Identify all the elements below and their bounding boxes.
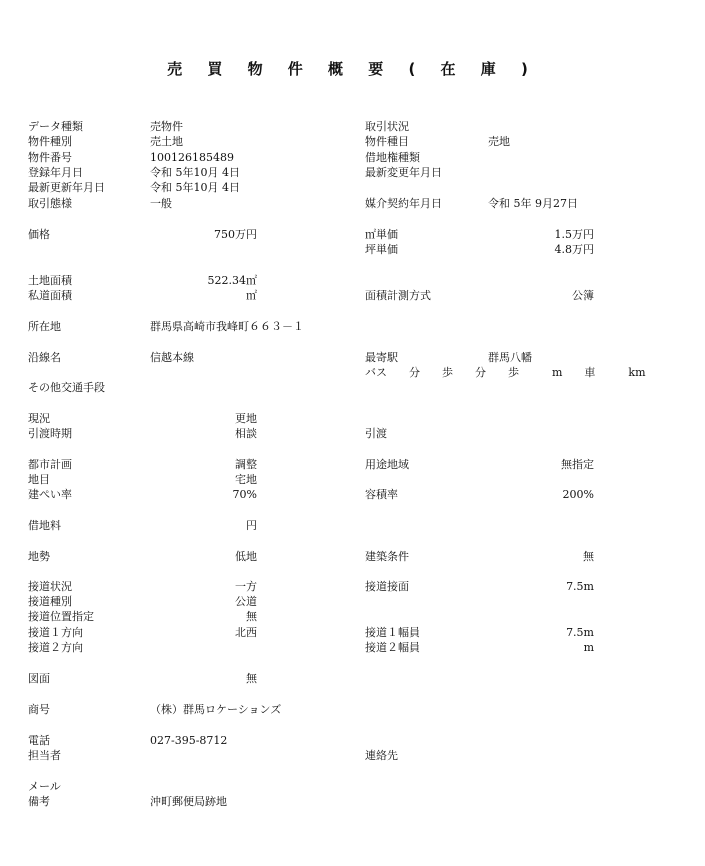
- value-building-condition: 無: [583, 550, 594, 563]
- label-transaction-mode: 取引態様: [28, 197, 72, 210]
- row-remarks: [0, 795, 705, 809]
- value-railway-line: 信越本線: [150, 351, 194, 364]
- label-data-type: データ種類: [28, 120, 83, 133]
- value-remarks: 沖町郵便局跡地: [150, 795, 227, 808]
- label-brokerage-contract-date: 媒介契約年月日: [365, 197, 442, 210]
- row-land-category: [0, 473, 705, 487]
- row-railway-line: [0, 351, 705, 365]
- value-brokerage-contract-date: 令和 5年 9月27日: [488, 197, 578, 210]
- row-data-type: [0, 120, 705, 134]
- row-property-type: [0, 135, 705, 149]
- label-price: 価格: [28, 228, 50, 241]
- label-delivery: 引渡: [365, 427, 387, 440]
- label-terrain: 地勢: [28, 550, 50, 563]
- row-phone: [0, 734, 705, 748]
- label-transaction-status: 取引状況: [365, 120, 409, 133]
- row-latest-update-date: [0, 181, 705, 195]
- label-zoning: 用途地域: [365, 458, 409, 471]
- row-location: [0, 320, 705, 334]
- value-phone: 027-395-8712: [150, 734, 228, 747]
- value-area-measurement-method: 公簿: [572, 289, 594, 302]
- label-road-frontage: 接道接面: [365, 580, 409, 593]
- label-private-road-area: 私道面積: [28, 289, 72, 302]
- label-property-number: 物件番号: [28, 151, 72, 164]
- value-city-planning: 調整: [235, 458, 257, 471]
- value-building-coverage: 70%: [232, 488, 257, 501]
- row-land-rent: [0, 519, 705, 533]
- row-road2-direction: [0, 641, 705, 655]
- label-nearest-station: 最寄駅: [365, 351, 398, 364]
- label-road-access-status: 接道状況: [28, 580, 72, 593]
- value-property-number: 100126185489: [150, 151, 234, 164]
- value-zoning: 無指定: [561, 458, 594, 471]
- row-trade-name: [0, 703, 705, 717]
- label-land-category: 地目: [28, 473, 50, 486]
- label-drawing: 図面: [28, 672, 50, 685]
- label-location: 所在地: [28, 320, 61, 333]
- value-unit-price-tsubo: 4.8万円: [554, 243, 594, 256]
- row-other-transport: [0, 381, 705, 395]
- label-road1-width: 接道１幅員: [365, 626, 420, 639]
- row-road-position-designation: [0, 610, 705, 624]
- row-transaction-mode: [0, 197, 705, 211]
- label-floor-area-ratio: 容積率: [365, 488, 398, 501]
- label-area-measurement-method: 面積計測方式: [365, 289, 431, 302]
- label-current-status: 現況: [28, 412, 50, 425]
- row-building-coverage: [0, 488, 705, 502]
- value-delivery-timing: 相談: [235, 427, 257, 440]
- value-latest-update-date: 令和 5年10月 4日: [150, 181, 240, 194]
- label-registration-date: 登録年月日: [28, 166, 83, 179]
- value-location: 群馬県高崎市我峰町６６３－１: [150, 320, 304, 333]
- value-road-access-status: 一方: [235, 580, 257, 593]
- label-other-transport: その他交通手段: [28, 381, 105, 394]
- row-road1-direction: [0, 626, 705, 640]
- value-drawing: 無: [246, 672, 257, 685]
- row-road-access-status: [0, 580, 705, 594]
- label-road-type: 接道種別: [28, 595, 72, 608]
- label-land-rent: 借地料: [28, 519, 61, 532]
- label-email: メール: [28, 780, 61, 793]
- value-data-type: 売物件: [150, 120, 183, 133]
- row-city-planning: [0, 458, 705, 472]
- label-unit-price-sqm: ㎡単価: [365, 228, 398, 241]
- label-road-position-designation: 接道位置指定: [28, 610, 94, 623]
- value-property-item: 売地: [488, 135, 510, 148]
- value-terrain: 低地: [235, 550, 257, 563]
- value-road2-width: m: [583, 641, 594, 654]
- label-delivery-timing: 引渡時期: [28, 427, 72, 440]
- label-remarks: 備考: [28, 795, 50, 808]
- label-latest-change-date: 最新変更年月日: [365, 166, 442, 179]
- value-land-area: 522.34㎡: [207, 274, 257, 287]
- value-trade-name: （株）群馬ロケーションズ: [150, 703, 282, 716]
- value-land-category: 宅地: [235, 473, 257, 486]
- value-floor-area-ratio: 200%: [562, 488, 594, 501]
- page-title: 売 買 物 件 概 要 ( 在 庫 ): [167, 60, 538, 78]
- label-road2-width: 接道２幅員: [365, 641, 420, 654]
- value-road1-direction: 北西: [235, 626, 257, 639]
- row-delivery-timing: [0, 427, 705, 441]
- value-road-frontage: 7.5m: [566, 580, 594, 593]
- row-registration-date: [0, 166, 705, 180]
- row-bus-access: [0, 366, 705, 380]
- label-land-area: 土地面積: [28, 274, 72, 287]
- row-drawing: [0, 672, 705, 686]
- bus-access-text: バス 分 歩 分 歩 m 車 km: [365, 366, 646, 379]
- value-unit-price-sqm: 1.5万円: [554, 228, 594, 241]
- row-person-in-charge: [0, 749, 705, 763]
- label-building-coverage: 建ぺい率: [28, 488, 72, 501]
- label-city-planning: 都市計画: [28, 458, 72, 471]
- value-current-status: 更地: [235, 412, 257, 425]
- row-email: [0, 780, 705, 794]
- label-contact: 連絡先: [365, 749, 398, 762]
- row-current-status: [0, 412, 705, 426]
- label-person-in-charge: 担当者: [28, 749, 61, 762]
- row-road-type: [0, 595, 705, 609]
- label-building-condition: 建築条件: [365, 550, 409, 563]
- value-road-type: 公道: [235, 595, 257, 608]
- value-road1-width: 7.5m: [566, 626, 594, 639]
- row-terrain: [0, 550, 705, 564]
- label-road2-direction: 接道２方向: [28, 641, 83, 654]
- label-property-item: 物件種目: [365, 135, 409, 148]
- value-price: 750万円: [214, 228, 257, 241]
- label-trade-name: 商号: [28, 703, 50, 716]
- value-nearest-station: 群馬八幡: [488, 351, 532, 364]
- row-price: [0, 228, 705, 242]
- label-leasehold-type: 借地権種類: [365, 151, 420, 164]
- row-land-area: [0, 274, 705, 288]
- value-property-type: 売土地: [150, 135, 183, 148]
- value-land-rent: 円: [246, 519, 257, 532]
- row-private-road-area: [0, 289, 705, 303]
- value-transaction-mode: 一般: [150, 197, 172, 210]
- value-road-position-designation: 無: [246, 610, 257, 623]
- label-railway-line: 沿線名: [28, 351, 61, 364]
- label-unit-price-tsubo: 坪単価: [365, 243, 398, 256]
- value-registration-date: 令和 5年10月 4日: [150, 166, 240, 179]
- label-property-type: 物件種別: [28, 135, 72, 148]
- value-private-road-area: ㎡: [246, 289, 257, 302]
- label-phone: 電話: [28, 734, 50, 747]
- row-tsubo-price: [0, 243, 705, 257]
- label-latest-update-date: 最新更新年月日: [28, 181, 105, 194]
- label-road1-direction: 接道１方向: [28, 626, 83, 639]
- row-property-number: [0, 151, 705, 165]
